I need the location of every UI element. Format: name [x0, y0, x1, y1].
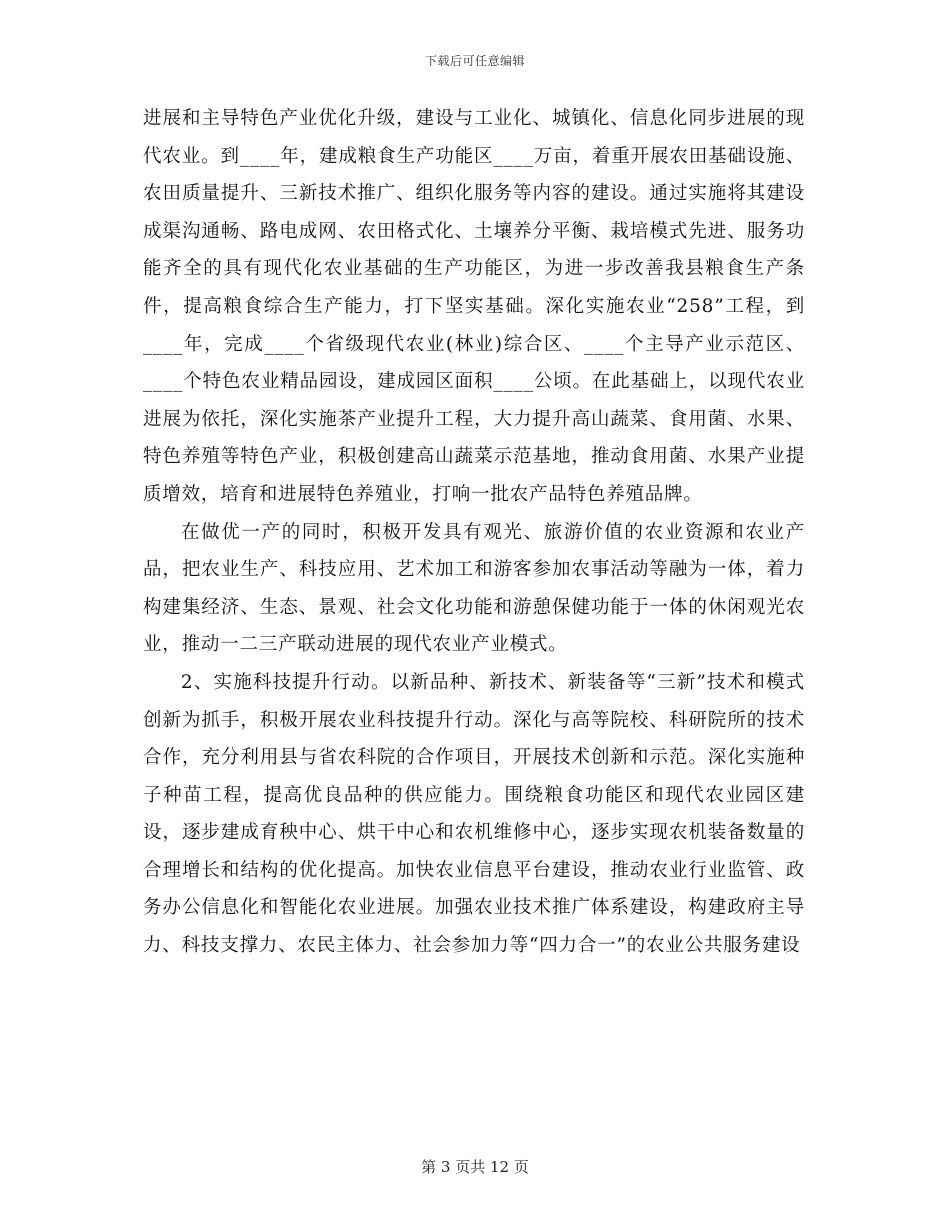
page-header: 下载后可任意编辑 [424, 54, 525, 68]
page-footer: 第 3 页共 12 页 [421, 1158, 529, 1176]
document-body [143, 100, 805, 965]
paragraph-leisure-agriculture: 在做优一产的同时，积极开发具有观光、旅游价值的农业资源和农业产品，把农业生产、科技应用、艺术加工和游客参加农事活动等融为一体，着力构建集经济、生态、景观、社会文化功能和游憩保健功能于一体的休闲观光农业，推动一二三产联动进展的现代农业产业模式。 [143, 521, 805, 656]
paragraph-continuation: 进展和主导特色产业优化升级，建设与工业化、城镇化、信息化同步进展的现代农业。到____年，建成粮食生产功能区____万亩，着重开展农田基础设施、农田质量提升、三新技术推广、组织化服务等内容的建设。通过实施将其建设成渠沟通畅、路电成网、农田格式化、土壤养分平衡、栽培模式先进、服务功能齐全的具有现代化农业基础的生产功能区，为进一步改善我县粮食生产条件，提高粮食综合生产能力，打下坚实基础。深化实施农业“258”工程，到____年，完成____个省级现代农业(林业)综合区、____个主导产业示范区、____个特色农业精品园设，建成园区面积____公顷。在此基础上，以现代农业进展为依托，深化实施茶产业提升工程，大力提升高山蔬菜、食用菌、水果、特色养殖等特色产业，积极创建高山蔬菜示范基地，推动食用菌、水果产业提质增效，培育和进展特色养殖业，打响一批农产品特色养殖品牌。 [143, 108, 805, 505]
paragraph-tech-upgrade: 2、实施科技提升行动。以新品种、新技术、新装备等“三新”技术和模式创新为抓手，积极开展农业科技提升行动。深化与高等院校、科研院所的技术合作，充分利用县与省农科院的合作项目，开展技术创新和示范。深化实施种子种苗工程，提高优良品种的供应能力。围绕粮食功能区和现代农业园区建设，逐步建成育秧中心、烘干中心和农机维修中心，逐步实现农机装备数量的合理增长和结构的优化提高。加快农业信息平台建设，推动农业行业监管、政务办公信息化和智能化农业进展。加强农业技术推广体系建设，构建政府主导力、科技支撑力、农民主体力、社会参加力等“四力合一”的农业公共服务建设 [143, 671, 805, 957]
